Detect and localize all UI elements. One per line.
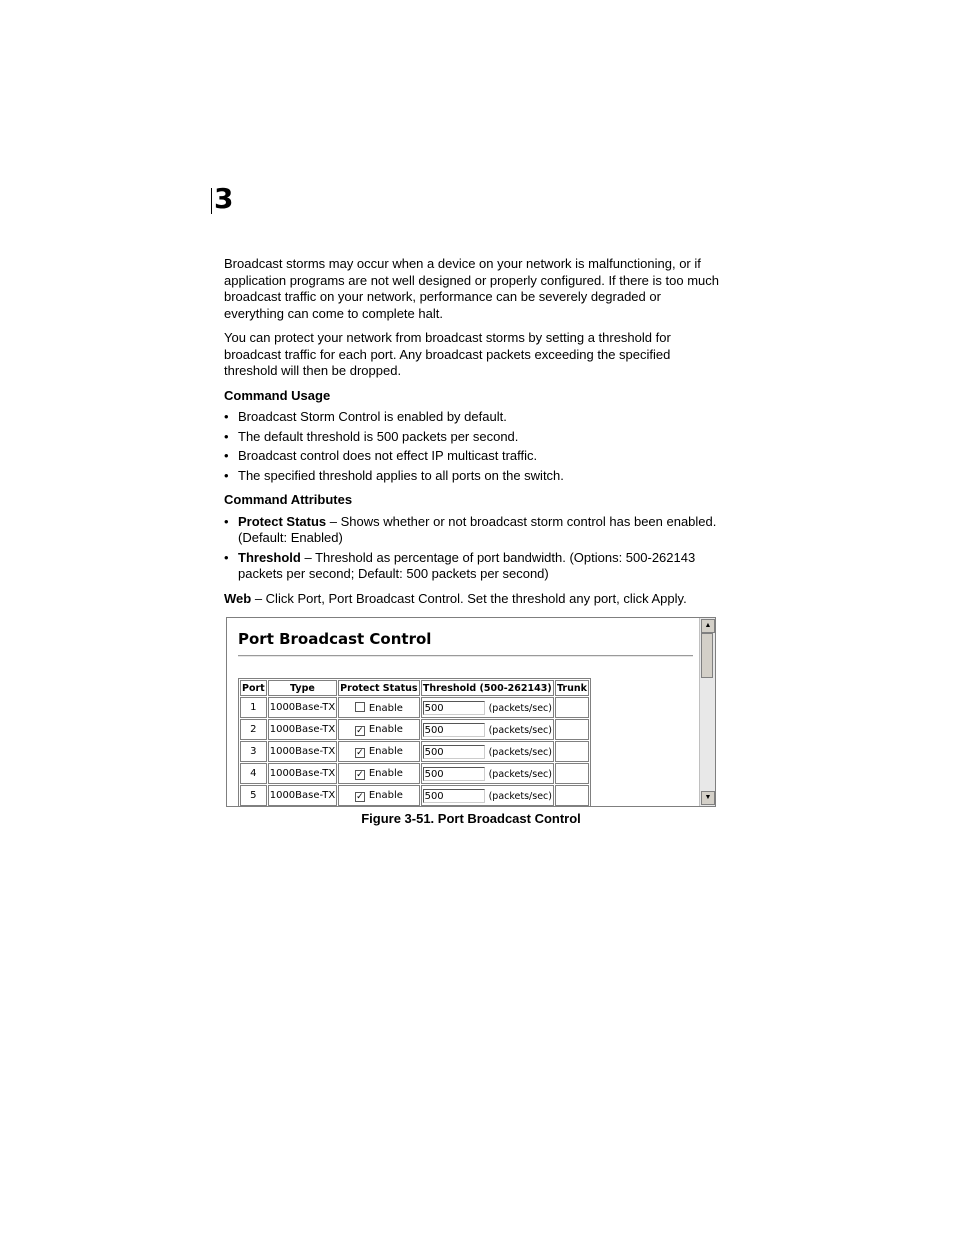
enable-label: Enable <box>368 745 403 757</box>
list-item <box>224 448 720 465</box>
threshold-input[interactable]: 500 <box>423 745 485 759</box>
command-usage-heading: Command Usage <box>224 387 331 403</box>
threshold-input[interactable]: 500 <box>423 789 485 803</box>
type-cell: 1000Base-TX <box>268 719 337 740</box>
trunk-cell <box>555 763 589 784</box>
list-item-text: The default threshold is 500 packets per second. <box>238 428 519 444</box>
unit-label: (packets/sec) <box>488 790 552 802</box>
bullet-icon: • <box>224 467 229 483</box>
divider <box>238 655 693 657</box>
trunk-cell <box>555 741 589 762</box>
web-desc: – Click Port, Port Broadcast Control. Set the threshold any port, click Apply. <box>251 590 687 606</box>
table-row <box>240 719 589 740</box>
port-cell: 4 <box>240 763 267 784</box>
enable-checkbox[interactable] <box>355 702 365 712</box>
enable-label: Enable <box>368 789 403 801</box>
attribute-term: Protect Status <box>238 513 327 529</box>
enable-label: Enable <box>368 767 403 779</box>
scroll-up-arrow-icon[interactable]: ▲ <box>701 619 715 633</box>
table-row <box>240 741 589 762</box>
attribute-desc: – Threshold as percentage of port bandwidth. (Options: 500-262143 packets per second; Default: 500 packets per second) <box>238 549 696 581</box>
threshold-input[interactable]: 500 <box>423 767 485 781</box>
port-cell: 3 <box>240 741 267 762</box>
chapter-marker <box>211 182 239 215</box>
type-cell: 1000Base-TX <box>268 697 337 718</box>
intro-paragraph-1: Broadcast storms may occur when a device on your network is malfunctioning, or if application programs are not well designed or properly configured. If there is too much broadcast traffic on your network, performance can be severely degraded or everything can come to complete halt. <box>224 256 719 321</box>
chapter-bar <box>211 188 212 214</box>
enable-label: Enable <box>368 702 403 714</box>
list-item-text: The specified threshold applies to all ports on the switch. <box>238 467 564 483</box>
threshold-cell <box>421 697 554 718</box>
trunk-cell <box>555 785 589 806</box>
enable-checkbox[interactable]: ✓ <box>356 747 364 758</box>
port-cell: 1 <box>240 697 267 718</box>
protect-status-cell <box>338 697 419 718</box>
command-attributes-list <box>224 514 720 583</box>
table-header-row <box>240 680 589 696</box>
scroll-down-arrow-icon[interactable]: ▼ <box>701 791 715 805</box>
table-row <box>240 697 589 718</box>
list-item <box>224 514 720 547</box>
type-cell: 1000Base-TX <box>268 785 337 806</box>
attribute-term: Threshold <box>238 549 301 565</box>
web-instruction <box>224 591 720 608</box>
list-item <box>224 468 720 485</box>
enable-label: Enable <box>368 723 403 735</box>
threshold-cell <box>421 763 554 784</box>
bullet-icon: • <box>224 428 229 444</box>
enable-checkbox[interactable]: ✓ <box>356 791 364 802</box>
type-cell: 1000Base-TX <box>268 741 337 762</box>
port-cell: 2 <box>240 719 267 740</box>
threshold-cell <box>421 719 554 740</box>
scroll-thumb[interactable] <box>701 633 713 678</box>
enable-checkbox[interactable]: ✓ <box>356 725 364 736</box>
type-cell: 1000Base-TX <box>268 763 337 784</box>
unit-label: (packets/sec) <box>488 702 552 714</box>
trunk-cell <box>555 697 589 718</box>
vertical-scrollbar[interactable] <box>699 618 715 806</box>
unit-label: (packets/sec) <box>488 768 552 780</box>
col-header-type: Type <box>268 680 337 696</box>
bullet-icon: • <box>224 448 229 463</box>
threshold-input[interactable]: 500 <box>423 723 485 737</box>
threshold-cell <box>421 785 554 806</box>
bullet-icon: • <box>224 549 229 565</box>
command-usage-list <box>224 409 720 484</box>
web-term: Web <box>224 590 252 606</box>
col-header-port: Port <box>240 680 267 696</box>
port-table <box>238 678 591 807</box>
trunk-cell <box>555 719 589 740</box>
protect-status-cell <box>338 719 419 740</box>
list-item <box>224 550 720 583</box>
unit-label: (packets/sec) <box>488 724 552 736</box>
protect-status-cell <box>338 785 419 806</box>
list-item <box>224 409 720 426</box>
list-item-text: Broadcast control does not effect IP multicast traffic. <box>238 448 538 463</box>
attribute-desc: – Shows whether or not broadcast storm control has been enabled. (Default: Enabled) <box>238 513 717 545</box>
intro-paragraph-2: You can protect your network from broadcast storms by setting a threshold for broadcast traffic for each port. Any broadcast packets exceeding the specified threshold will then be dropped. <box>224 330 671 378</box>
threshold-cell <box>421 741 554 762</box>
col-header-protect-status: Protect Status <box>338 680 419 696</box>
command-attributes-heading: Command Attributes <box>224 492 353 507</box>
threshold-input[interactable]: 500 <box>423 701 485 715</box>
bullet-icon: • <box>224 409 229 424</box>
table-row <box>240 763 589 784</box>
port-cell: 5 <box>240 785 267 806</box>
figure-caption: Figure 3-51. Port Broadcast Control <box>361 811 581 826</box>
list-item <box>224 429 720 446</box>
bullet-icon: • <box>224 513 229 529</box>
body-text <box>224 256 720 615</box>
chapter-number: 3 <box>214 182 234 215</box>
screenshot-figure <box>226 617 716 807</box>
protect-status-cell <box>338 763 419 784</box>
col-header-threshold: Threshold (500-262143) <box>421 680 554 696</box>
col-header-trunk: Trunk <box>555 680 589 696</box>
unit-label: (packets/sec) <box>488 746 552 758</box>
enable-checkbox[interactable]: ✓ <box>356 769 364 780</box>
table-row <box>240 785 589 806</box>
figure-title: Port Broadcast Control <box>238 630 432 648</box>
list-item-text: Broadcast Storm Control is enabled by default. <box>238 409 507 424</box>
protect-status-cell <box>338 741 419 762</box>
